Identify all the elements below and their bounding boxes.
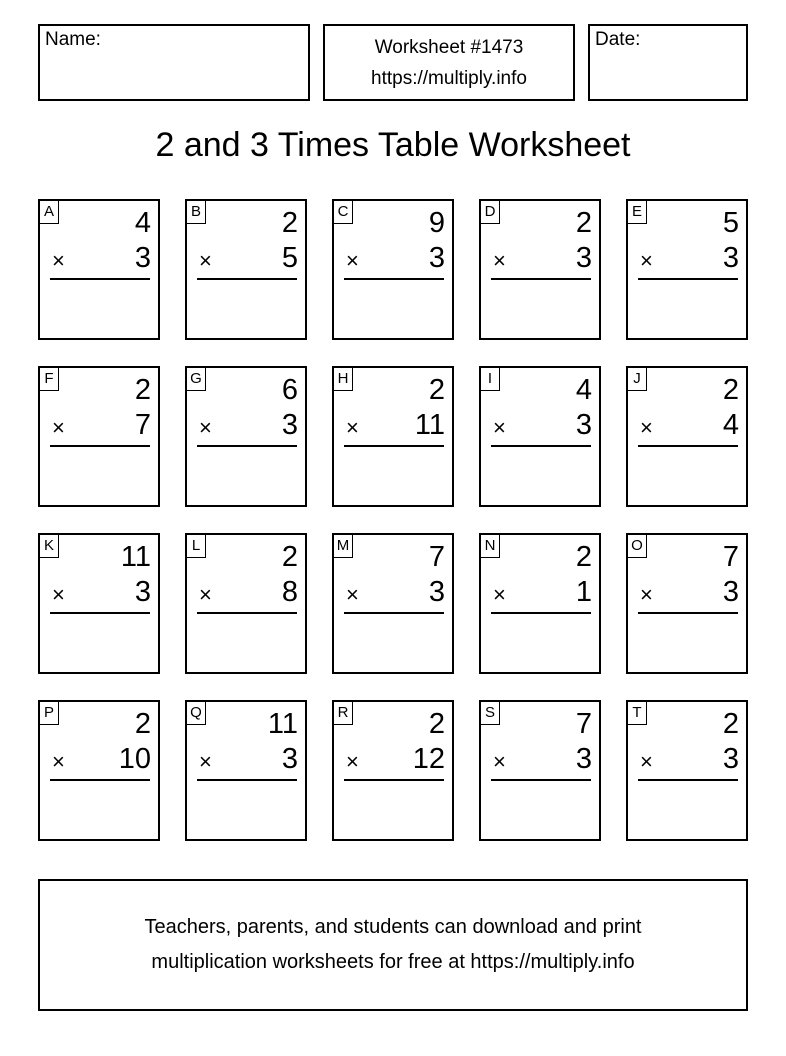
multiplicand: 2 [281, 207, 298, 239]
problem-card [38, 366, 160, 507]
times-sign: × [346, 248, 359, 273]
answer-line [197, 445, 297, 447]
answer-line [638, 612, 738, 614]
problem-card [38, 533, 160, 674]
problem-card [626, 366, 748, 507]
multiplier: 5 [281, 242, 298, 274]
multiplier: 3 [134, 242, 151, 274]
problem-letter: P [40, 702, 59, 725]
multiplier: 3 [575, 409, 592, 441]
problem-letter: R [334, 702, 353, 725]
multiplier: 12 [412, 743, 445, 775]
problem-card [479, 700, 601, 841]
problem-letter: L [187, 535, 206, 558]
multiplicand: 11 [267, 708, 298, 740]
multiplicand: 2 [428, 708, 445, 740]
answer-line [50, 278, 150, 280]
multiplicand: 9 [428, 207, 445, 239]
problem-letter: G [187, 368, 206, 391]
name-box [38, 24, 310, 101]
multiplicand: 7 [722, 541, 739, 573]
multiplicand: 2 [575, 207, 592, 239]
problem-card [626, 533, 748, 674]
answer-line [491, 445, 591, 447]
answer-line [197, 612, 297, 614]
times-sign: × [640, 749, 653, 774]
problem-card [185, 366, 307, 507]
date-box [588, 24, 748, 101]
multiplicand: 4 [575, 374, 592, 406]
problem-card [38, 700, 160, 841]
answer-line [638, 445, 738, 447]
times-sign: × [346, 582, 359, 607]
problem-letter: D [481, 201, 500, 224]
answer-line [197, 278, 297, 280]
answer-line [491, 278, 591, 280]
times-sign: × [640, 248, 653, 273]
multiplier: 11 [414, 409, 445, 441]
multiplier: 10 [118, 743, 151, 775]
problem-letter: E [628, 201, 647, 224]
times-sign: × [199, 749, 212, 774]
problem-card [332, 700, 454, 841]
website-link[interactable]: https://multiply.info [371, 68, 527, 89]
date-label: Date: [595, 29, 641, 50]
answer-line [638, 779, 738, 781]
answer-line [344, 445, 444, 447]
problem-card [479, 199, 601, 340]
problem-card [479, 533, 601, 674]
times-sign: × [199, 248, 212, 273]
problem-letter: J [628, 368, 647, 391]
problem-letter: N [481, 535, 500, 558]
times-sign: × [640, 415, 653, 440]
multiplicand: 2 [281, 541, 298, 573]
times-sign: × [52, 749, 65, 774]
problem-card [332, 199, 454, 340]
times-sign: × [493, 415, 506, 440]
times-sign: × [493, 248, 506, 273]
times-sign: × [52, 248, 65, 273]
multiplier: 3 [722, 242, 739, 274]
multiplicand: 2 [722, 708, 739, 740]
multiplicand: 7 [428, 541, 445, 573]
times-sign: × [52, 582, 65, 607]
multiplier: 3 [428, 576, 445, 608]
multiplier: 3 [134, 576, 151, 608]
times-sign: × [346, 749, 359, 774]
multiplicand: 5 [722, 207, 739, 239]
problem-letter: M [334, 535, 353, 558]
worksheet-number: Worksheet #1473 [374, 37, 524, 58]
problem-letter: A [40, 201, 59, 224]
problem-letter: B [187, 201, 206, 224]
multiplier: 3 [281, 743, 298, 775]
footer-box [38, 879, 748, 1011]
multiplier: 3 [575, 242, 592, 274]
worksheet-info-box [323, 24, 575, 101]
multiplier: 3 [722, 576, 739, 608]
answer-line [50, 779, 150, 781]
problem-card [332, 533, 454, 674]
answer-line [491, 779, 591, 781]
problem-card [38, 199, 160, 340]
worksheet-title: 2 and 3 Times Table Worksheet [155, 126, 631, 164]
times-sign: × [199, 415, 212, 440]
multiplicand: 2 [722, 374, 739, 406]
times-sign: × [52, 415, 65, 440]
problem-card [626, 700, 748, 841]
problem-letter: H [334, 368, 353, 391]
problem-letter: F [40, 368, 59, 391]
problem-letter: O [628, 535, 647, 558]
answer-line [50, 612, 150, 614]
problem-letter: Q [187, 702, 206, 725]
multiplier: 1 [575, 576, 592, 608]
multiplier: 8 [281, 576, 298, 608]
problem-letter: K [40, 535, 59, 558]
answer-line [344, 612, 444, 614]
multiplier: 3 [428, 242, 445, 274]
footer-line-1: Teachers, parents, and students can download and print [144, 916, 642, 938]
times-sign: × [199, 582, 212, 607]
problem-letter: T [628, 702, 647, 725]
multiplicand: 6 [281, 374, 298, 406]
multiplicand: 2 [575, 541, 592, 573]
answer-line [197, 779, 297, 781]
times-sign: × [493, 749, 506, 774]
problem-card [626, 199, 748, 340]
times-sign: × [493, 582, 506, 607]
answer-line [344, 779, 444, 781]
answer-line [638, 278, 738, 280]
multiplicand: 11 [120, 541, 151, 573]
answer-line [50, 445, 150, 447]
multiplier: 4 [722, 409, 739, 441]
footer-line-2: multiplication worksheets for free at https://multiply.info [151, 951, 635, 973]
multiplier: 3 [575, 743, 592, 775]
problem-card [185, 700, 307, 841]
name-label: Name: [45, 29, 101, 50]
times-sign: × [346, 415, 359, 440]
multiplicand: 2 [134, 374, 151, 406]
problem-letter: I [481, 368, 500, 391]
answer-line [491, 612, 591, 614]
multiplier: 3 [281, 409, 298, 441]
multiplicand: 2 [428, 374, 445, 406]
problem-card [332, 366, 454, 507]
problem-card [185, 199, 307, 340]
multiplier: 7 [134, 409, 151, 441]
problem-card [185, 533, 307, 674]
multiplier: 3 [722, 743, 739, 775]
problem-letter: C [334, 201, 353, 224]
multiplicand: 2 [134, 708, 151, 740]
multiplicand: 4 [134, 207, 151, 239]
multiplicand: 7 [575, 708, 592, 740]
answer-line [344, 278, 444, 280]
times-sign: × [640, 582, 653, 607]
problem-card [479, 366, 601, 507]
problem-letter: S [481, 702, 500, 725]
